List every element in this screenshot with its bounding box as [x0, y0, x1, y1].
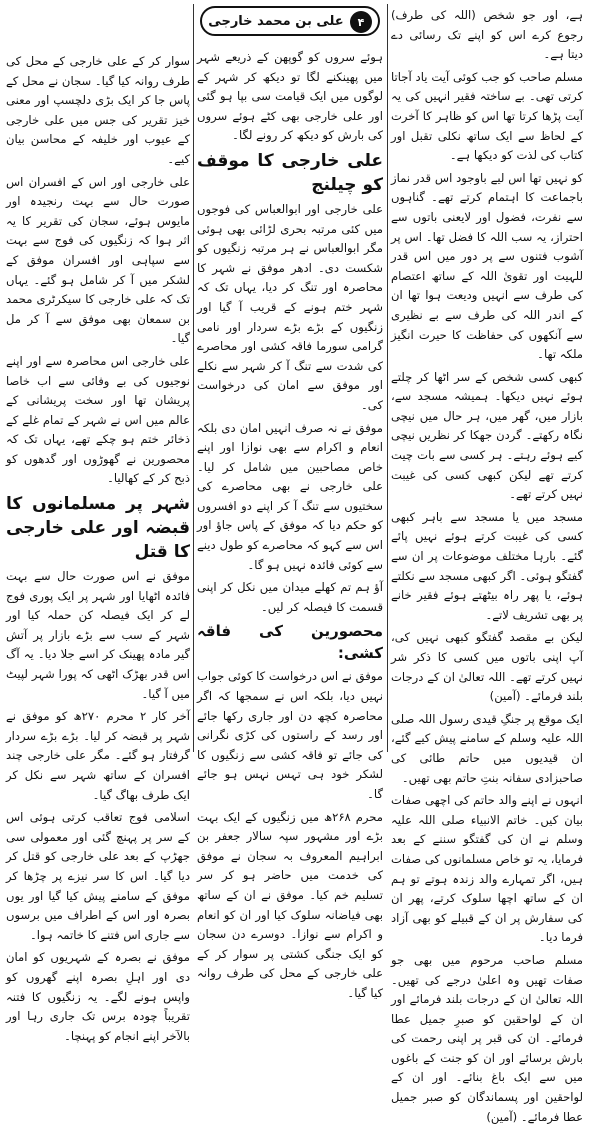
section-heading: محصورین کی فاقہ کشی: — [197, 622, 383, 663]
paragraph: آؤ ہم تم کھلے میدان میں نکل کر اپنی قسمت کا فیصلہ کر لیں۔ — [197, 580, 383, 614]
paragraph: کبھی کسی شخص کے سر اٹھا کر چلتے ہوئے نہیں دیکھا۔ ہمیشہ مسجد سے، بازار میں، گھر میں، ہر حال میں نیچی نگاہ رکھتے۔ گردن جھکا کر نظریں نیچی کیے ہوئے رہتے۔ ہر کسی سے بات چیت کرتے تھے لیکن کبھی کسی کی غیبت نہیں کرتے تھے۔ — [391, 369, 583, 502]
paragraph: محرم ۲۶۸ھ میں زنگیوں کے ایک بہت بڑے اور مشہور سپہ سالار جعفر بن ابراہیم المعروف بہ سجان نے موفق کی خدمت میں حاضر ہو کر سر تسلیم خم کیا۔ موفق نے ان کے ساتھ بھی فیاضانہ سلوک کیا اور ان کو انعام و اکرام سے نوازا۔ دوسرے دن سجان کو ایک جنگی کشتی پر سوار کر کے علی خارجی کے محل کی طرف روانہ کیا گیا۔ — [197, 809, 383, 1000]
paragraph: لیکن بے مقصد گفتگو کبھی نہیں کی، آپ اپنی باتوں میں کسی کا ذکر شر نہیں کرتے تھے۔ اللہ تعالیٰ ان کے درجات بلند فرمائے۔ (آمین) — [391, 630, 583, 704]
paragraph: سوار کر کے علی خارجی کے محل کی طرف روانہ کیا گیا۔ سجان نے محل کے پاس جا کر ایک بڑی دلچسپ اور معنی خیز تقریر کی جس میں علی خارجی کے عیوب اور خلیفہ کے محاسن بیان کیے۔ — [6, 54, 190, 166]
left-column — [6, 52, 191, 1043]
paragraph: مسلم صاحب مرحوم میں بھی جو صفات تھیں وہ اعلیٰ درجے کی تھیں۔ اللہ تعالیٰ ان کے درجات بلند فرمائے اور ان کے لواحقین کو صبرِ جمیل عطا فرمائے۔ ان کی قبر پر اپنی رحمت کی بارش برسائے اور ان کو جنت کے باغوں میں سے ایک باغ بنائے۔ اور ان کے لواحقین اور پسماندگان کو صبر جمیل عطا فرمائے۔ (آمین) — [391, 952, 583, 1124]
chapter-title-box — [200, 6, 380, 36]
section-heading: علی خارجی کا موقف کو چیلنج — [197, 150, 383, 195]
chapter-title: علی بن محمد خارجی — [208, 13, 344, 29]
paragraph: مسجد میں یا مسجد سے باہر کبھی کسی کی غیبت کرتے ہوئے نہیں پائے گئے۔ بارہا مختلف موضوعات پر ان سے گفتگو ہوئی۔ اگر کبھی مسجد سے نکلتے ہوئے، یا پھر راہ بیٹھتے ہوئے فقیر خانے پر بھی تشریف لاتے۔ — [391, 509, 583, 622]
paragraph: اسلامی فوج تعاقب کرتی ہوئی اس کے سر پر پہنچ گئی اور معمولی سی جھڑپ کے بعد علی خارجی کو قتل کر دیا گیا۔ اس کا سر نیزے پر چڑھا کر موفق کے سامنے پیش کیا گیا اور یوں بصرہ اور اس کے اطراف میں برسوں سے جاری اس فتنے کا خاتمہ ہوا۔ — [6, 810, 190, 942]
paragraph: ایک موقع پر جنگِ قیدی رسول اللہ صلی اللہ علیہ وسلم کے سامنے پیش کیے گئے، ان قیدیوں میں حاتم طائی کی صاحبزادی سفانہ بنتِ حاتم بھی تھیں۔ — [391, 711, 583, 785]
column-divider — [387, 4, 388, 752]
column-divider — [193, 4, 194, 752]
paragraph: مسلم صاحب کو جب کوئی آیت یاد آجاتا کرتی تھی۔ بے ساختہ فقیر انہیں کی یہ آیت پڑھا کرتا تھا اس کو ظاہر کا آخرت کے لحاظ سے ایک ساتھ نکلی تقبل اور کتاب کی لذت کو دیکھا ہے۔ — [391, 69, 583, 163]
page-badge: ۴ — [350, 11, 372, 33]
paragraph: ہوئے سروں کو گوپھن کے ذریعے شہر میں پھینکنے لگا تو دیکھ کر شہر کے لوگوں میں ایک قیامت سی بپا ہو گئی اور علی خارجی بھی کٹے ہوئے سروں کی بارش کو دیکھ کر رونے لگا۔ — [197, 50, 383, 143]
right-column — [391, 6, 583, 1124]
paragraph: علی خارجی اور اس کے افسران اس صورت حال سے بہت رنجیدہ اور مایوس ہوئے، سجان کی تقریر کا یہ اثر ہوا کہ زنگیوں کی فوج سے بہت سے سپاہی اور افسران موفق کے لشکر میں آ کر شامل ہو گئے۔ یہاں تک کہ علی خارجی کا سیکرٹری محمد بن سمعان بھی موفق سے آ کر مل گیا۔ — [6, 174, 190, 346]
paragraph: علی خارجی اس محاصرہ سے اور اپنے نوجیوں کی بے وفائی سے اب خاصا پریشان تھا اور سخت پریشانی کے عالم میں اس نے شہر کے تمام غلے کے ذخائر ختم ہو چکے تھے، یہاں تک کہ محصورین نے گھوڑوں اور گدھوں کو ذبح کر کے کھالیا۔ — [6, 353, 190, 486]
paragraph: موفق نے اس درخواست کا کوئی جواب نہیں دیا، بلکہ اس نے سمجھا کہ اگر محاصرہ کچھ دن اور جاری رکھا جائے اور رسد کے راستوں کی کڑی نگرانی کی جائے تو فاقہ کشی سے زنگیوں کا لشکر خود ہی تہس نہس ہو جائے گا۔ — [197, 669, 383, 801]
paragraph: موفق نے نہ صرف انہیں امان دی بلکہ انعام و اکرام سے بھی نوازا اور اپنے خاص مصاحبین میں شامل کر لیا۔ علی خارجی نے بھی محاصرے کی سختیوں سے تنگ آ کر اپنے دو افسروں کو حکم دیا کہ موفق کے پاس جاؤ اور اس سے کہو کہ محاصرے کو طول دینے سے کوئی فائدہ نہیں ہو گا۔ — [197, 420, 383, 572]
paragraph: علی خارجی اور ابوالعباس کی فوجوں میں کئی مرتبہ بحری لڑائی بھی ہوئی مگر ابوالعباس نے ہر مرتبہ زنگیوں کو شکست دی۔ ادھر موفق نے شہر کا محاصرہ اور تنگ کر دیا، یہاں تک کہ شہر ختم ہونے کے قریب آ گیا اور زنگیوں کے بڑے بڑے سردار اور نامی گرامی سورما فاقہ کشی اور محاصرے کی شدت سے تنگ آ کر شہر سے نکلے اور موفق سے امان کی درخواست کی۔ — [197, 201, 383, 412]
paragraph: موفق نے بصرہ کے شہریوں کو امان دی اور اہلِ بصرہ اپنے گھروں کو واپس ہونے لگے۔ یہ زنگیوں کا فتنہ تقریباً چودہ برس تک جاری رہا اور بالآخر اپنے انجام کو پہنچا۔ — [6, 950, 190, 1043]
section-heading: شہر پر مسلمانوں کا قبضہ اور علی خارجی کا قتل — [6, 494, 190, 563]
paragraph: انہوں نے اپنے والد حاتم کی اچھی صفات بیان کیں۔ خاتم الانبیاء صلی اللہ علیہ وسلم نے ان کی گفتگو سننے کے بعد فرمایا، یہ تو خاص مسلمانوں کی صفات ہیں، اگر تمہارے والد زندہ ہوتے تو ہم ان کے ساتھ اچھا سلوک کرتے، پھر ان کی سفارش پر ان کے قبیلے کو بھی آزاد فرما دیا۔ — [391, 793, 583, 945]
paragraph: آخر کار ۲ محرم ۲۷۰ھ کو موفق نے شہر پر قبضہ کر لیا۔ بڑے بڑے سردار گرفتار ہو گئے۔ مگر علی خارجی چند افسران کے ساتھ شہر سے نکل کر ایک طرف بھاگ گیا۔ — [6, 709, 191, 802]
paragraph: ہے، اور جو شخص (اللہ کی طرف) رجوع کرے اس کو اپنے تک رسائی دے دیتا ہے۔ — [391, 8, 583, 62]
middle-column — [197, 48, 383, 1000]
paragraph: موفق نے اس صورت حال سے بہت فائدہ اٹھایا اور شہر پر ایک پوری فوج لے کر ایک فیصلہ کن حملہ کیا اور شہر کے سب سے بڑے بازار پر آتش گیر مادہ پھینک کر اسے جلا دیا۔ یہ آگ اس قدر بھڑک اٹھی کہ پورا شہر لپیٹ میں آ گیا۔ — [6, 569, 190, 701]
paragraph: کو نہیں تھا اس لیے باوجود اس قدر نماز باجماعت کا اہتمام کرتے تھے۔ گناہوں سے نفرت، فضول اور لایعنی باتوں سے احتراز، یہ سب اللہ کا فضل تھا۔ اس پر آشوب فتنوں سے پر دور میں اس قدر للہیت اور تقویٰ اللہ کے ساتھ اعتصام کی طرف سے انہیں ودیعت ہوا تھا ان کے اندر اللہ کی طرف سے بے نظیری سے آنکھوں کی حفاظت کا حیرت انگیز ملکہ تھا۔ — [391, 170, 583, 362]
